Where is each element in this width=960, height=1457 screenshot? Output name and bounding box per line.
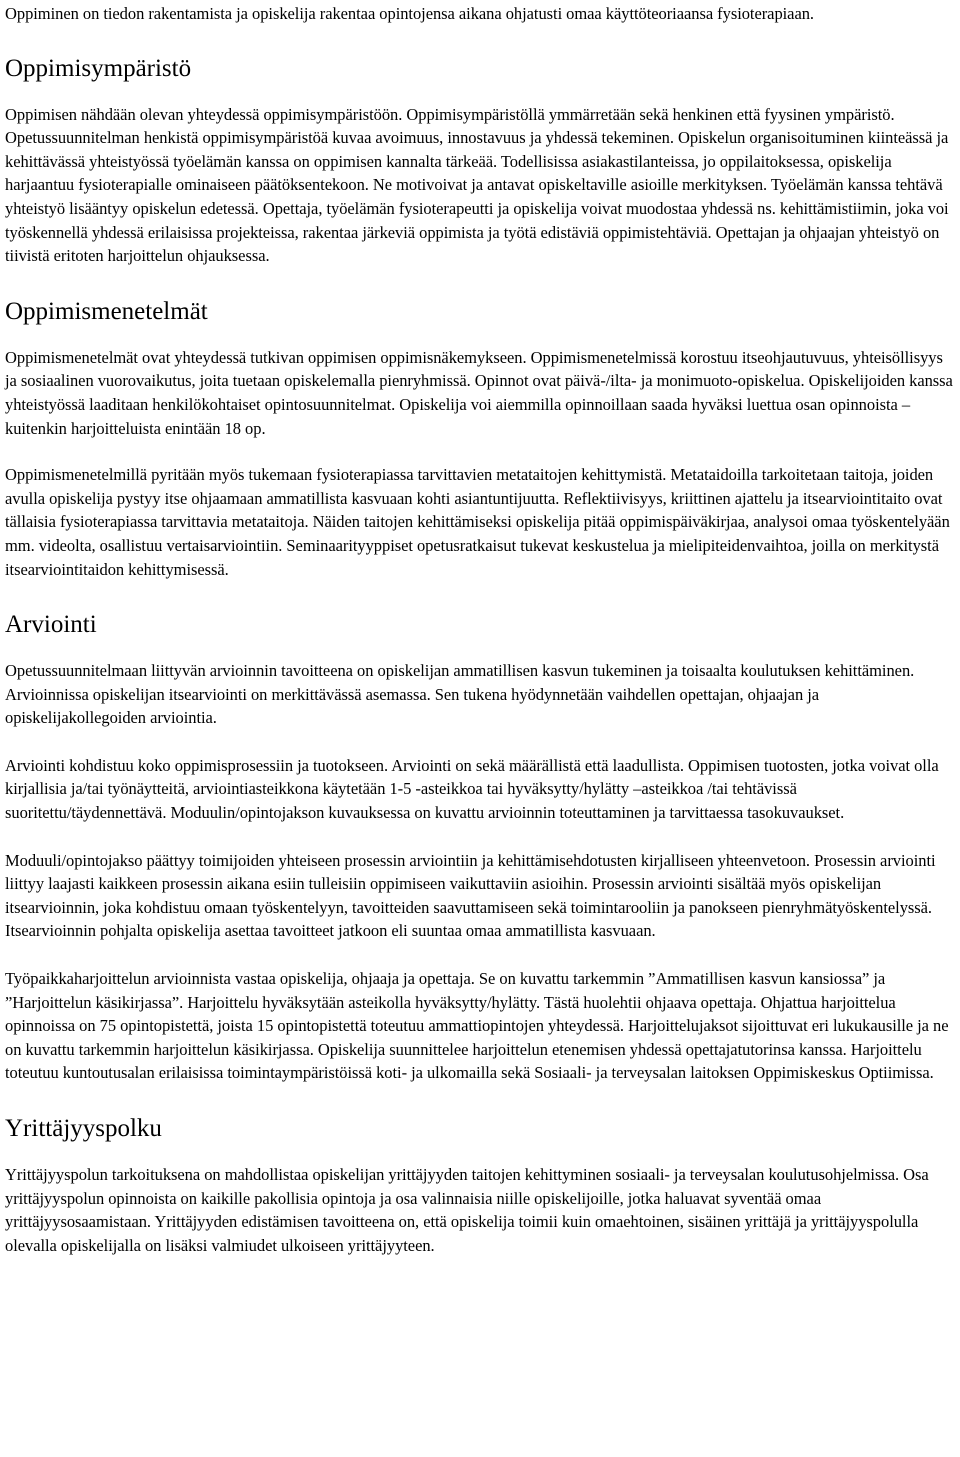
section-paragraph: Oppimismenetelmät ovat yhteydessä tutkivan oppimisen oppimisnäkemykseen. Oppimismenetelmissä korostuu itseohjautuvuus, yhteisöllisyys ja sosiaalinen vuorovaikutus, joita tuetaan opiskelemalla pienryhmissä. Opinnot ovat päivä-/ilta- ja monimuoto-opiskelua. Opiskelijoiden kanssa yhteistyössä laaditaan henkilökohtaiset opintosuunnitelmat. Opiskelija voi aiemmilla opinnoillaan saada hyväksi luettua osan opinnoista – kuitenkin harjoitteluista enintään 18 op. <box>5 347 953 438</box>
section-heading: Oppimisympäristö <box>5 54 192 82</box>
document-page <box>5 0 955 1257</box>
section-oppimisymparisto <box>5 54 955 268</box>
section-heading: Yrittäjyyspolku <box>5 1115 162 1142</box>
section-paragraph: Oppimisen nähdään olevan yhteydessä oppimisympäristöön. Oppimisympäristöllä ymmärretään sekä henkinen että fyysinen ympäristö. Opetussuunnitelman henkistä oppimisympäristöä kuvaa avoimuus, innostavuus ja yhdessä tekeminen. Opiskelun organisoituminen kiinteässä ja kehittävässä yhteistyössä työelämän kanssa on oppimisen kannalta tärkeää. Todellisissa asiakastilanteissa, jo oppilaitoksessa, opiskelija harjaantuu fysioterapialle ominaiseen päätöksentekoon. Ne motivoivat ja antavat opiskeltaville asioille merkityksen. Työelämän kanssa tehtävä yhteistyö lisääntyy opiskelun edetessä. Opettaja, työelämän fysioterapeutti ja opiskelija voivat muodostaa yhdessä ns. kehittämistiimin, joka voi työskennellä yhdessä erilaisissa projekteissa, rakentaa järkeviä oppimista ja työtä edistäviä oppimistehtäviä. Opettajan ja ohjaajan yhteistyö on tiivistä eritoten harjoittelun ohjauksessa. <box>5 104 949 266</box>
intro-paragraph: Oppiminen on tiedon rakentamista ja opiskelija rakentaa opintojensa aikana ohjatusti omaa käyttöteoriaansa fysioterapiaan. <box>5 4 815 23</box>
section-heading: Oppimismenetelmät <box>5 297 208 325</box>
section-arviointi <box>5 610 955 1085</box>
section-paragraph: Oppimismenetelmillä pyritään myös tukemaan fysioterapiassa tarvittavien metataitojen kehittymistä. Metataidoilla tarkoitetaan taitoja, joiden avulla opiskelija pystyy itse ohjaamaan ammatillista kasvuaan kohti asiantuntijuutta. Reflektiivisyys, kriittinen ajattelu ja itsearviointitaito ovat tällaisia fysioterapiassa tarvittavia metataitoja. Näiden taitojen kehittämiseksi opiskelija pitää oppimispäiväkirjaa, analysoi omaa työskentelyään mm. videolta, osallistuu vertaisarviointiin. Seminaarityyppiset opetusratkaisut tukevat keskustelua ja mielipiteidenvaihtoa, joilla on merkitystä itsearviointitaidon kehittymisessä. <box>5 465 950 579</box>
section-paragraph: Yrittäjyyspolun tarkoituksena on mahdollistaa opiskelijan yrittäjyyden taitojen kehittyminen sosiaali- ja terveysalan koulutusohjelmissa. Osa yrittäjyyspolun opinnoista on kaikille pakollisia opintoja ja osa valinnaisia niille opiskelijoille, jotka haluavat syventää omaa yrittäjyysosaamistaan. Yrittäjyyden edistämisen tavoitteena on, että opiskelija toimii kuin omaehtoinen, sisäinen yrittäjä ja yrittäjyyspolulla olevalla opiskelijalla on lisäksi valmiudet ulkoiseen yrittäjyyteen. <box>5 1165 929 1255</box>
section-oppimismenetelmat <box>5 297 955 581</box>
section-yrittajyyspolku <box>5 1114 955 1257</box>
section-paragraph: Opetussuunnitelmaan liittyvän arvioinnin tavoitteena on opiskelijan ammatillisen kasvun tukeminen ja toisaalta koulutuksen kehittäminen. Arvioinnissa opiskelijan itsearviointi on merkittävässä asemassa. Sen tukena hyödynnetään vaihdellen opettajan, ohjaajan ja opiskelijakollegoiden arviointia. <box>5 661 915 728</box>
section-paragraph: Moduuli/opintojakso päättyy toimijoiden yhteiseen prosessin arviointiin ja kehittämisehdotusten kirjalliseen yhteenvetoon. Prosessin arviointi liittyy laajasti kaikkeen prosessin aikana esiin tulleisiin oppimiseen vaikuttaviin asioihin. Prosessin arviointi sisältää myös opiskelijan itsearvioinnin, joka kohdistuu omaan työskentelyyn, tavoitteiden saavuttamiseen sekä toimintarooliin ja panokseen pienryhmätyöskentelyssä. Itsearvioinnin pohjalta opiskelija asettaa tavoitteet jatkoon eli suuntaa omaa ammatillista kasvuaan. <box>5 850 936 941</box>
section-heading: Arviointi <box>5 611 97 639</box>
section-paragraph: Arviointi kohdistuu koko oppimisprosessiin ja tuotokseen. Arviointi on sekä määrällistä että laadullista. Oppimisen tuotosten, jotka voivat olla kirjallisia ja/tai työnäytteitä, arviointiasteikkona käytetään 1-5 -asteikkoa tai hyväksytty/hylätty –asteikkoa /tai tehtävissä suoritettu/täydennettävä. Moduulin/opintojakson kuvauksessa on kuvattu arvioinnin toteuttaminen ja tarvittaessa tasokuvaukset. <box>5 755 939 823</box>
section-paragraph: Työpaikkaharjoittelun arvioinnista vastaa opiskelija, ohjaaja ja opettaja. Se on kuvattu tarkemmin ”Ammatillisen kasvun kansiossa” ja ”Harjoittelun käsikirjassa”. Harjoittelu hyväksytään asteikolla hyväksytty/hylätty. Tästä huolehtii ohjaava opettaja. Ohjattua harjoittelua opinnoissa on 75 opintopistettä, joista 15 opintopistettä toteutuu ammattiopintojen yhteydessä. Harjoittelujaksot sijoittuvat eri lukukausille ja ne on kuvattu tarkemmin harjoittelun käsikirjassa. Opiskelija suunnittelee harjoittelun etenemisen yhdessä opettajatutorinsa kanssa. Harjoittelu toteutuu kuntoutusalan erilaisissa toimintaympäristöissä koti- ja ulkomailla sekä Sosiaali- ja terveysalan laitoksen Oppimiskeskus Optiimissa. <box>5 969 949 1083</box>
